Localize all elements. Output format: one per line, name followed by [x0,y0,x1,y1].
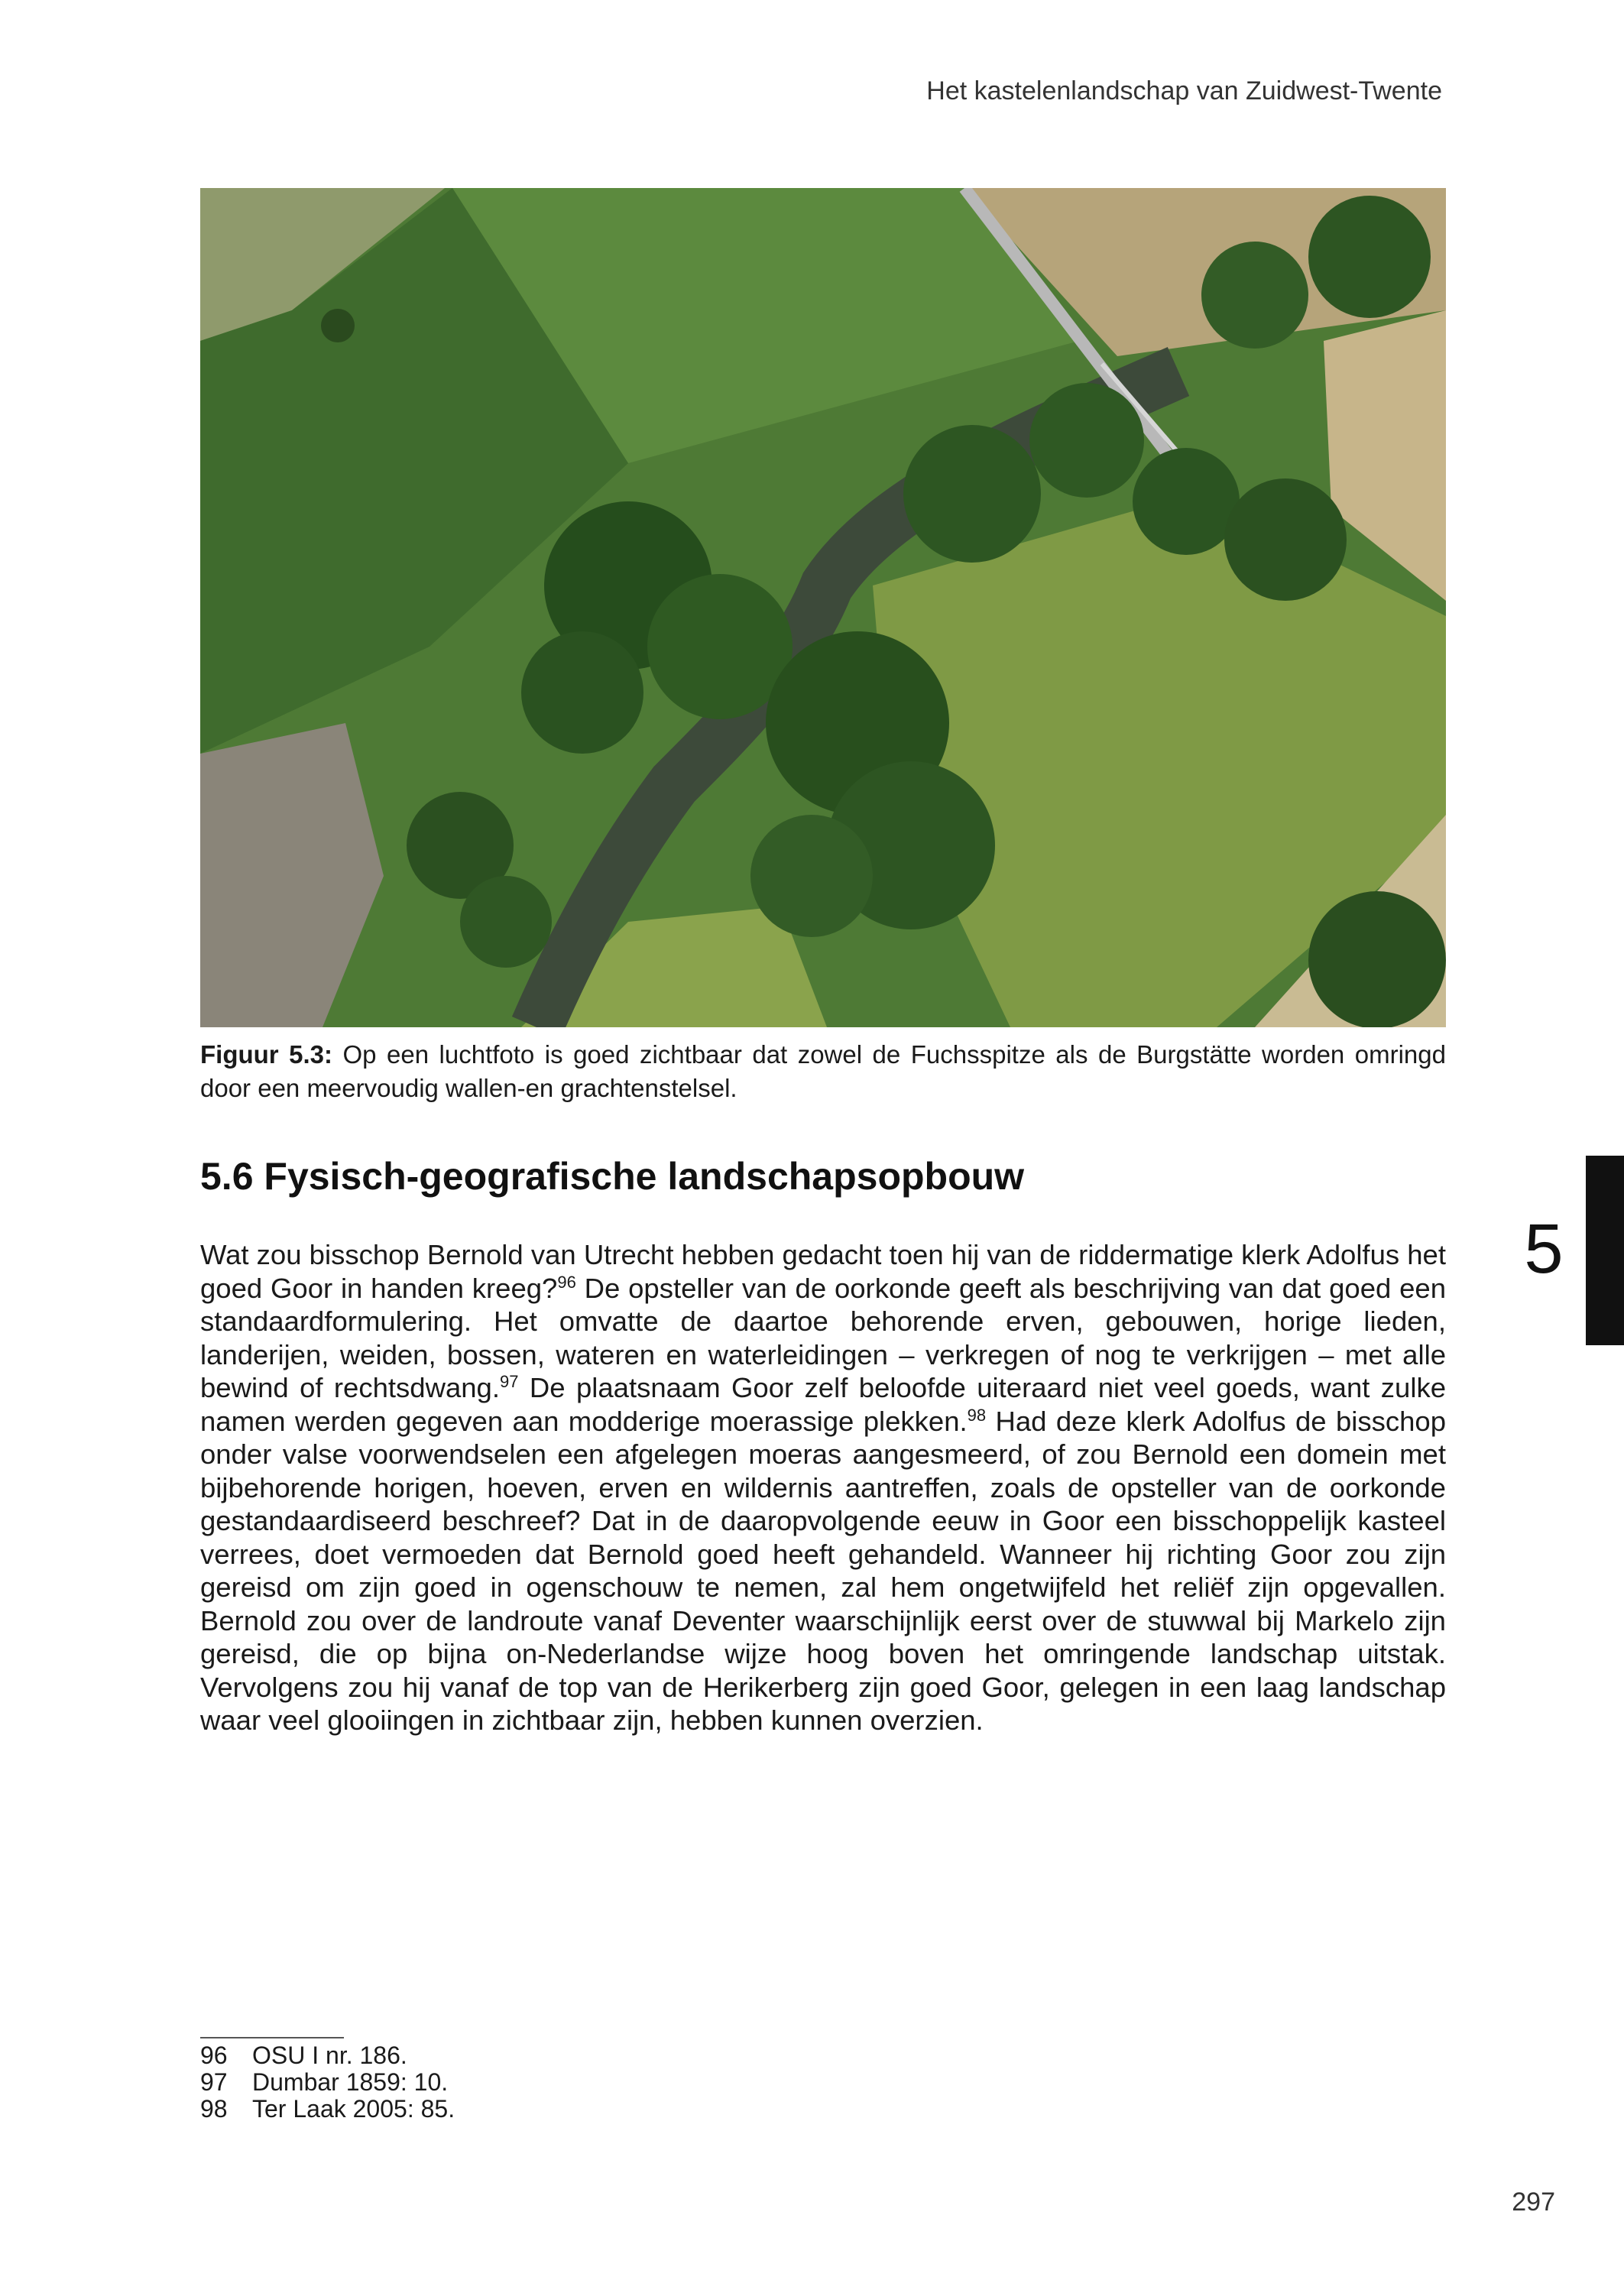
aerial-photo [200,188,1446,1027]
body-text-part-4: Had deze klerk Adolfus de bisschop onder valse voorwendselen een afgelegen moeras aangesmeerd, of zou Bernold een domein met bijbehorende horigen, hoeven, erven en wildernis aantreffen, zoals de opsteller van de oorkonde gestandaardiseerd beschreef? Dat in de daaropvolgende eeuw in Goor een bisschoppelijk kasteel verrees, doet vermoeden dat Bernold goed heeft gehandeld. Wanneer hij richting Goor zou zijn gereisd om zijn goed in ogenschouw te nemen, zal hem ongetwijfeld het reliëf zijn opgevallen. Bernold zou over de landroute vanaf Deventer waarschijnlijk eerst over de stuwwal bij Markelo zijn gereisd, die op bijna on-Nederlandse wijze hoog boven het omringende landschap uitstak. Vervolgens zou hij vanaf de top van de Herikerberg zijn goed Goor, gelegen in een laag landschap waar veel glooiingen in zichtbaar zijn, hebben kunnen overzien. [200,1405,1447,1736]
footnote-text: Ter Laak 2005: 85. [252,2095,455,2123]
footnotes [200,2042,455,2123]
footnote-text: OSU I nr. 186. [252,2042,407,2069]
footnote-ref-98[interactable]: 98 [967,1405,987,1425]
body-text-part-1: Wat zou bisschop Bernold van Utrecht hebben gedacht toen hij van de riddermatige klerk Adolfus het goed Goor in handen kreeg? [200,1239,1446,1304]
body-text-part-3: De plaatsnaam Goor zelf beloofde uiteraard niet veel goeds, want zulke namen werden gegeven aan modderige moerassige plekken. [200,1372,1446,1437]
figure-caption-text: Op een luchtfoto is goed zichtbaar dat zowel de Fuchsspitze als de Burgstätte worden omringd door een meervoudig wallen-en grachtenstelsel. [200,1040,1446,1102]
figure-label: Figuur 5.3: [200,1040,332,1069]
figure-caption [200,1038,1446,1105]
page-number: 297 [1512,2188,1555,2217]
footnote [200,2042,455,2069]
footnote-ref-96[interactable]: 96 [557,1272,576,1292]
body-text-part-2: De opsteller van de oorkonde geeft als beschrijving van dat goed een standaardformulering. Het omvatte de daartoe behorende erven, gebouwen, horige lieden, landerijen, weiden, bossen, wateren en waterleidingen – verkregen of nog te verkrijgen – met alle bewind of rechtsdwang. [200,1272,1447,1403]
footnote-number: 98 [200,2095,228,2123]
chapter-tab [1586,1156,1624,1345]
body-paragraph [200,1238,1446,1737]
aerial-photo-illustration [200,188,1446,1027]
footnote-number: 96 [200,2042,228,2069]
footnote-ref-97[interactable]: 97 [500,1371,519,1391]
footnote [200,2069,455,2096]
footnote-number: 97 [200,2068,228,2096]
footnote-divider [200,2037,344,2038]
footnote-text: Dumbar 1859: 10. [252,2068,449,2096]
section-title: 5.6 Fysisch-geografische landschapsopbouw [200,1155,1025,1198]
chapter-number: 5 [1524,1210,1564,1288]
running-head: Het kastelenlandschap van Zuidwest-Twente [926,76,1442,105]
footnote [200,2096,455,2123]
